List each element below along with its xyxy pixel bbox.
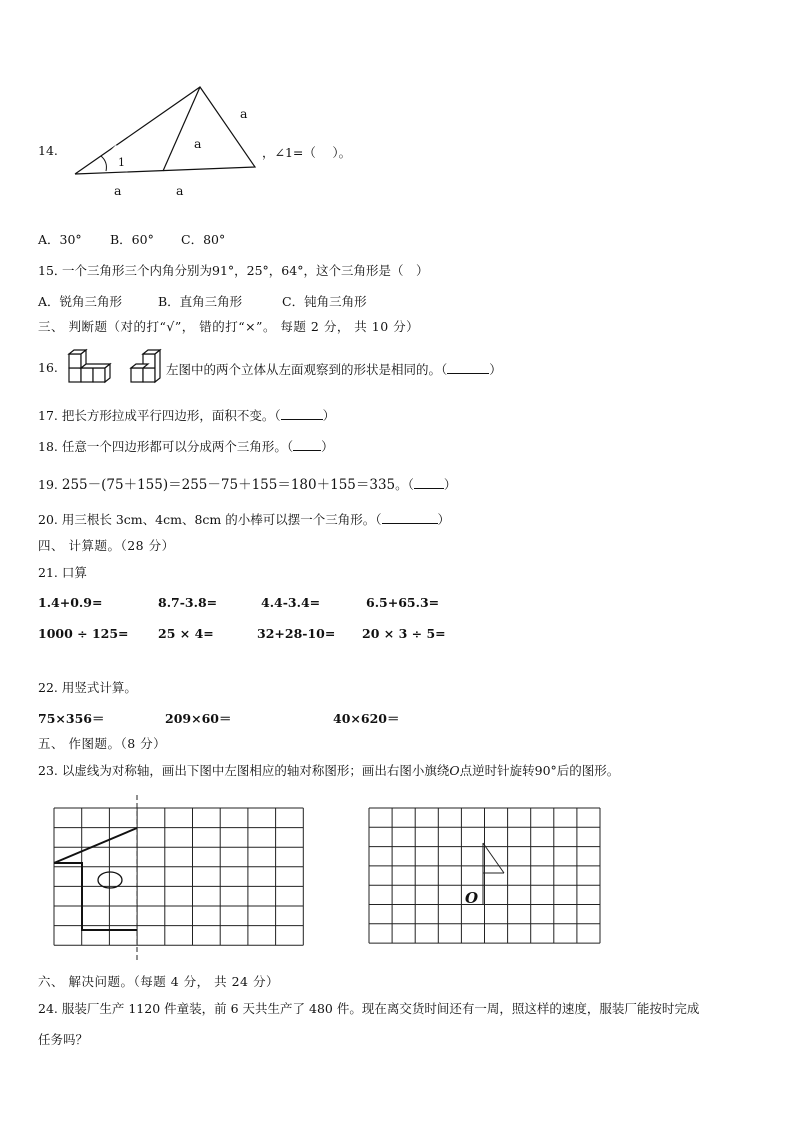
q17-number: 17. bbox=[38, 408, 58, 423]
q17-close: ） bbox=[322, 408, 336, 423]
q22-item2: 209×60＝ bbox=[165, 711, 232, 726]
q14-side-label-right: a bbox=[240, 106, 248, 121]
q21-number: 21. bbox=[38, 565, 58, 580]
q16-number: 16. bbox=[38, 360, 58, 375]
q21-row1-item2: 8.7-3.8= bbox=[158, 595, 218, 610]
q24-line1 bbox=[38, 999, 699, 1017]
q23-text2: 点逆时针旋转90°后的图形。 bbox=[459, 763, 620, 778]
q21-label: 口算 bbox=[61, 565, 87, 580]
q24-text-line1: 服装厂生产 1120 件童装，前 6 天共生产了 480 件。现在离交货时间还有一周，照这样的速度，服装厂能按时完成 bbox=[61, 1001, 700, 1016]
section6-title: 六、 解决问题。（每题 4 分， 共 24 分） bbox=[38, 974, 279, 989]
q20-text: 用三根长 3cm、4cm、8cm 的小棒可以摆一个三角形。（ bbox=[61, 512, 382, 527]
q23-point-o-label: O bbox=[465, 889, 479, 907]
q24-text-line2: 任务吗？ bbox=[38, 1032, 89, 1047]
q14-side-label-bottom-left: a bbox=[114, 183, 122, 198]
q15-option-b: B．直角三角形 bbox=[158, 294, 243, 309]
q15-option-c: C．钝角三角形 bbox=[282, 294, 367, 309]
q22-item3: 40×620＝ bbox=[333, 711, 400, 726]
q18-number: 18. bbox=[38, 439, 58, 454]
q23-point: O bbox=[449, 763, 460, 778]
q14-side-label-bottom-right: a bbox=[176, 183, 184, 198]
q22-label: 用竖式计算。 bbox=[61, 680, 137, 695]
q15-option-a: A．锐角三角形 bbox=[38, 294, 123, 309]
section3-title: 三、 判断题（对的打“√”， 错的打“×”。 每题 2 分， 共 10 分） bbox=[38, 319, 420, 334]
q19-number: 19. bbox=[38, 477, 58, 492]
q21-row1-item4: 6.5+65.3= bbox=[366, 595, 440, 610]
q17-text: 把长方形拉成平行四边形，面积不变。（ bbox=[61, 408, 281, 423]
q14-option-b: B．60° bbox=[110, 232, 154, 247]
q19-close: ） bbox=[443, 477, 457, 492]
q15-text: 一个三角形三个内角分别为91°，25°，64°，这个三角形是（ ） bbox=[62, 263, 429, 278]
section5-title: 五、 作图题。（8 分） bbox=[38, 736, 167, 751]
q19-text: 。（ bbox=[395, 477, 414, 492]
q20-number: 20. bbox=[38, 512, 58, 527]
q21-row1-item1: 1.4+0.9= bbox=[38, 595, 103, 610]
q15-number: 15． bbox=[38, 263, 67, 278]
q21-row2-item3: 32+28-10= bbox=[257, 626, 336, 641]
flag-edge bbox=[483, 843, 504, 873]
q14-angle-label: 1 bbox=[118, 156, 125, 169]
q18-text: 任意一个四边形都可以分成两个三角形。（ bbox=[61, 439, 294, 454]
q14-option-c: C．80° bbox=[181, 232, 226, 247]
q22-number: 22. bbox=[38, 680, 58, 695]
q14-prompt: ，∠1=（ ）。 bbox=[262, 145, 352, 160]
q14-option-a: A．30° bbox=[38, 232, 82, 247]
q21-row2-item4: 20 × 3 ÷ 5= bbox=[362, 626, 446, 641]
q22-item1: 75×356＝ bbox=[38, 711, 105, 726]
q20-close: ） bbox=[437, 512, 451, 527]
q21-row2-item1: 1000 ÷ 125= bbox=[38, 626, 129, 641]
q16-close: ） bbox=[489, 362, 502, 377]
q14-number: 14. bbox=[38, 143, 58, 158]
q21-row1-item3: 4.4-3.4= bbox=[261, 595, 321, 610]
q23-number: 23. bbox=[38, 763, 58, 778]
q14-side-label-middle: a bbox=[194, 136, 202, 151]
q24-number: 24. bbox=[38, 1001, 58, 1016]
q19-expression: 255－(75＋155)＝255－75＋155＝180＋155＝335 bbox=[61, 477, 396, 493]
q16-text: 左图中的两个立体从左面观察到的形状是相同的。（ bbox=[166, 362, 448, 377]
q23-text: 以虚线为对称轴，画出下图中左图相应的轴对称图形；画出右图小旗绕 bbox=[61, 763, 450, 778]
section4-title: 四、 计算题。（28 分） bbox=[38, 538, 175, 553]
q18-close: ） bbox=[321, 439, 334, 454]
q21-row2-item2: 25 × 4= bbox=[158, 626, 214, 641]
